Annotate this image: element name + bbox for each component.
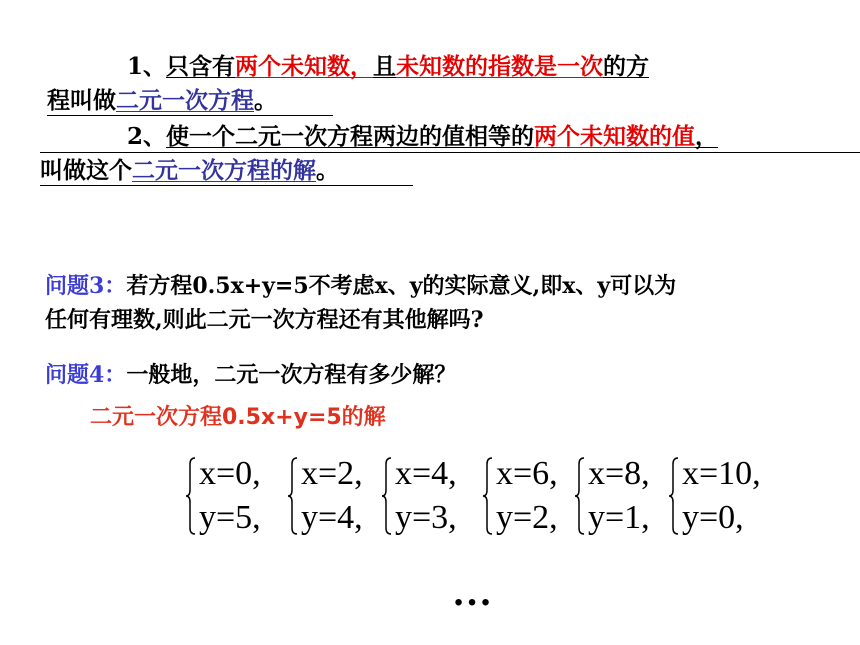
definition-2-text-b: 叫做这个: [40, 157, 132, 184]
solution-x: x=4,: [395, 455, 457, 492]
question-4: [45, 360, 456, 390]
solution-y: y=2,: [496, 499, 558, 536]
definition-2-term: 二元一次方程的解: [132, 157, 316, 184]
definition-1-number: 1、: [127, 53, 167, 80]
left-brace-icon: [668, 456, 680, 536]
definition-2-rule: [40, 152, 860, 153]
definition-1-key-degree-one: 未知数的指数是一次: [396, 53, 604, 80]
solution-x: x=0,: [199, 455, 261, 492]
definition-2-number: 2、: [127, 123, 167, 150]
question-3-text-1: 若方程0.5x+y=5不考虑x、y的实际意义,即x、y可以为: [126, 273, 677, 299]
definition-1-line-2: [47, 86, 277, 116]
definition-1-underline: [47, 115, 333, 116]
definition-2-comma: ，: [695, 123, 719, 150]
solution-x: x=2,: [301, 455, 363, 492]
definition-2-text-a: 使一个二元一次方程两边的值相等的: [166, 123, 535, 150]
definition-2-underline: [40, 185, 413, 186]
definition-1-period: 。: [254, 87, 277, 114]
definition-1-text-d: 程叫做: [47, 87, 116, 114]
solution-x: x=6,: [496, 455, 558, 492]
solution-y: y=4,: [301, 499, 363, 536]
definition-1-text-b: 且: [373, 53, 397, 80]
definition-1-text-c: 的方: [603, 53, 650, 80]
definition-1-text-a: 只含有: [166, 53, 236, 80]
question-4-label: 问题4：: [45, 362, 127, 388]
left-brace-icon: [185, 456, 197, 536]
solution-y: y=1,: [588, 499, 650, 536]
definition-1-key-two-unknowns: 两个未知数，: [235, 53, 374, 80]
solution-y: y=0,: [682, 499, 744, 536]
ellipsis: …: [452, 569, 494, 614]
left-brace-icon: [381, 456, 393, 536]
solution-x: x=8,: [588, 455, 650, 492]
definition-1-line-1: [127, 52, 649, 82]
question-3-line-2: 任何有理数,则此二元一次方程还有其他解吗?: [45, 307, 484, 333]
left-brace-icon: [287, 456, 299, 536]
left-brace-icon: [482, 456, 494, 536]
definition-2-key-values: 两个未知数的值: [534, 123, 696, 150]
solution-y: y=3,: [395, 499, 457, 536]
question-4-text: 一般地，二元一次方程有多少解？: [126, 362, 457, 388]
definition-2-period: 。: [316, 157, 339, 184]
solutions-subtitle: 二元一次方程0.5x+y=5的解: [90, 405, 386, 430]
definition-1-term: 二元一次方程: [116, 87, 254, 114]
question-3-label: 问题3：: [45, 273, 127, 299]
solution-x: x=10,: [682, 455, 761, 492]
solution-y: y=5,: [199, 499, 261, 536]
left-brace-icon: [574, 456, 586, 536]
definition-2-line-1: [127, 122, 718, 152]
definition-2-line-2: [40, 156, 339, 186]
question-3-line-1: [45, 271, 676, 301]
